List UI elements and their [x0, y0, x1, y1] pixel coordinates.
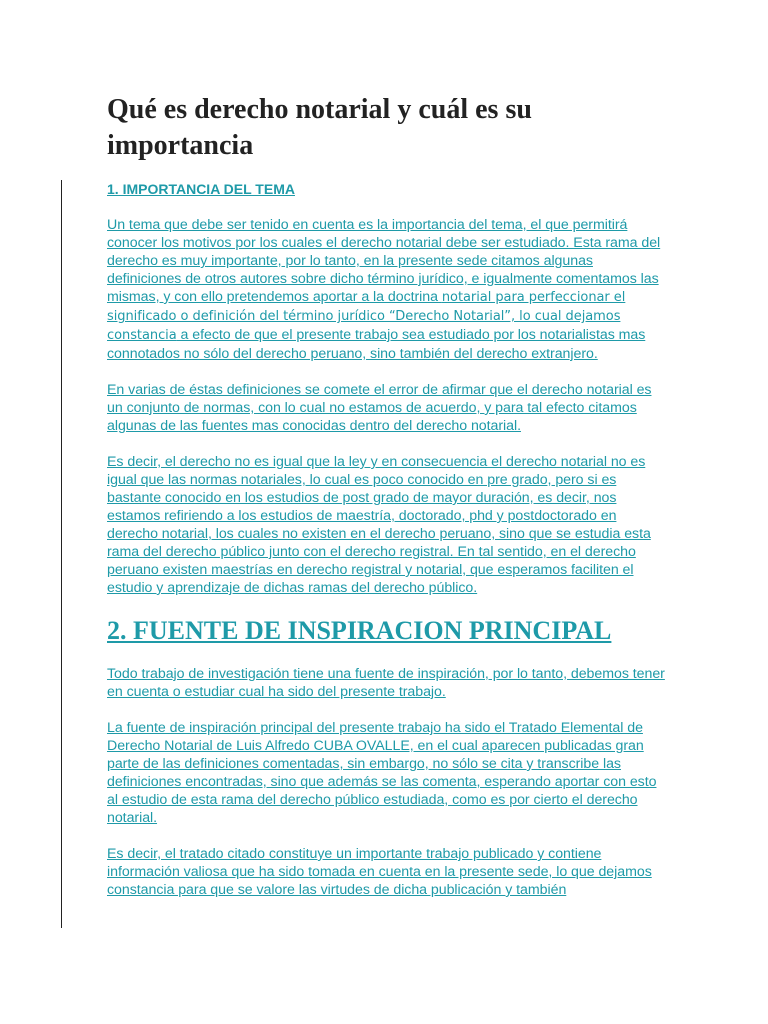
section-2-paragraph-1[interactable]: Todo trabajo de investigación tiene una fuente de inspiración, por lo tanto, debemos tener en cuenta o estudiar cual ha sido del presente trabajo. — [107, 666, 665, 700]
paragraph-text[interactable]: a efecto de que el presente trabajo sea estudiado por los notarialistas mas connotados no sólo del derecho peruano, sino también del derecho extranjero. — [107, 327, 646, 362]
section-1-paragraph-1[interactable] — [107, 216, 667, 363]
section-2-heading[interactable]: 2. FUENTE DE INSPIRACION PRINCIPAL — [107, 616, 612, 645]
section-2-paragraph-3[interactable]: Es decir, el tratado citado constituye un importante trabajo publicado y contiene información valiosa que ha sido tomada en cuenta en la presente sede, lo que dejamos constancia para que se valore las virtudes de dicha publicación y también — [107, 846, 652, 898]
page-title: Qué es derecho notarial y cuál es su importancia — [107, 94, 532, 161]
section-1-paragraph-2[interactable]: En varias de éstas definiciones se comete el error de afirmar que el derecho notarial es un conjunto de normas, con lo cual no estamos de acuerdo, y para tal efecto citamos algunas de las fuentes mas conocidas dentro del derecho notarial. — [107, 382, 652, 434]
margin-rule — [61, 180, 62, 928]
paragraph-text[interactable]: Un tema que debe ser tenido en cuenta es la importancia del tema, el que permitirá conocer los motivos por los cuales el derecho notarial debe ser estudiado. Esta rama del derecho es muy importante, por lo tanto, en la presente sede citamos algunas definiciones de otros autores sobre dicho término jurídico, e igualmente comentamos las mismas, y con ello pretendemos aportar a la doctrina — [107, 217, 661, 305]
section-1-heading[interactable]: 1. IMPORTANCIA DEL TEMA — [107, 181, 295, 197]
section-2-paragraph-2[interactable]: La fuente de inspiración principal del presente trabajo ha sido el Tratado Elemental de Derecho Notarial de Luis Alfredo CUBA OVALLE, en el cual aparecen publicadas gran parte de las definiciones comentadas, sin embargo, no sólo se cita y transcribe las definiciones encontradas, sino que además se las comenta, esperando aportar con esto al estudio de esta rama del derecho público estudiada, como es por cierto el derecho notarial. — [107, 720, 657, 826]
section-1-paragraph-3[interactable]: Es decir, el derecho no es igual que la ley y en consecuencia el derecho notarial no es igual que las normas notariales, lo cual es poco conocido en pre grado, pero si es bastante conocido en los estudios de post grado de mayor duración, es decir, nos estamos refiriendo a los estudios de maestría, doctorado, phd y postdoctorado en derecho notarial, los cuales no existen en el derecho peruano, sino que se estudia esta rama del derecho público junto con el derecho registral. En tal sentido, en el derecho peruano existen maestrías en derecho registral y notarial, que esperamos faciliten el estudio y aprendizaje de dichas ramas del derecho público. — [107, 454, 651, 596]
paragraph-text-alt-font[interactable]: notarial para perfeccionar el significado o definición del término jurídico “Derecho Notarial”, lo cual dejamos constancia — [107, 290, 626, 343]
document-body — [107, 92, 667, 917]
